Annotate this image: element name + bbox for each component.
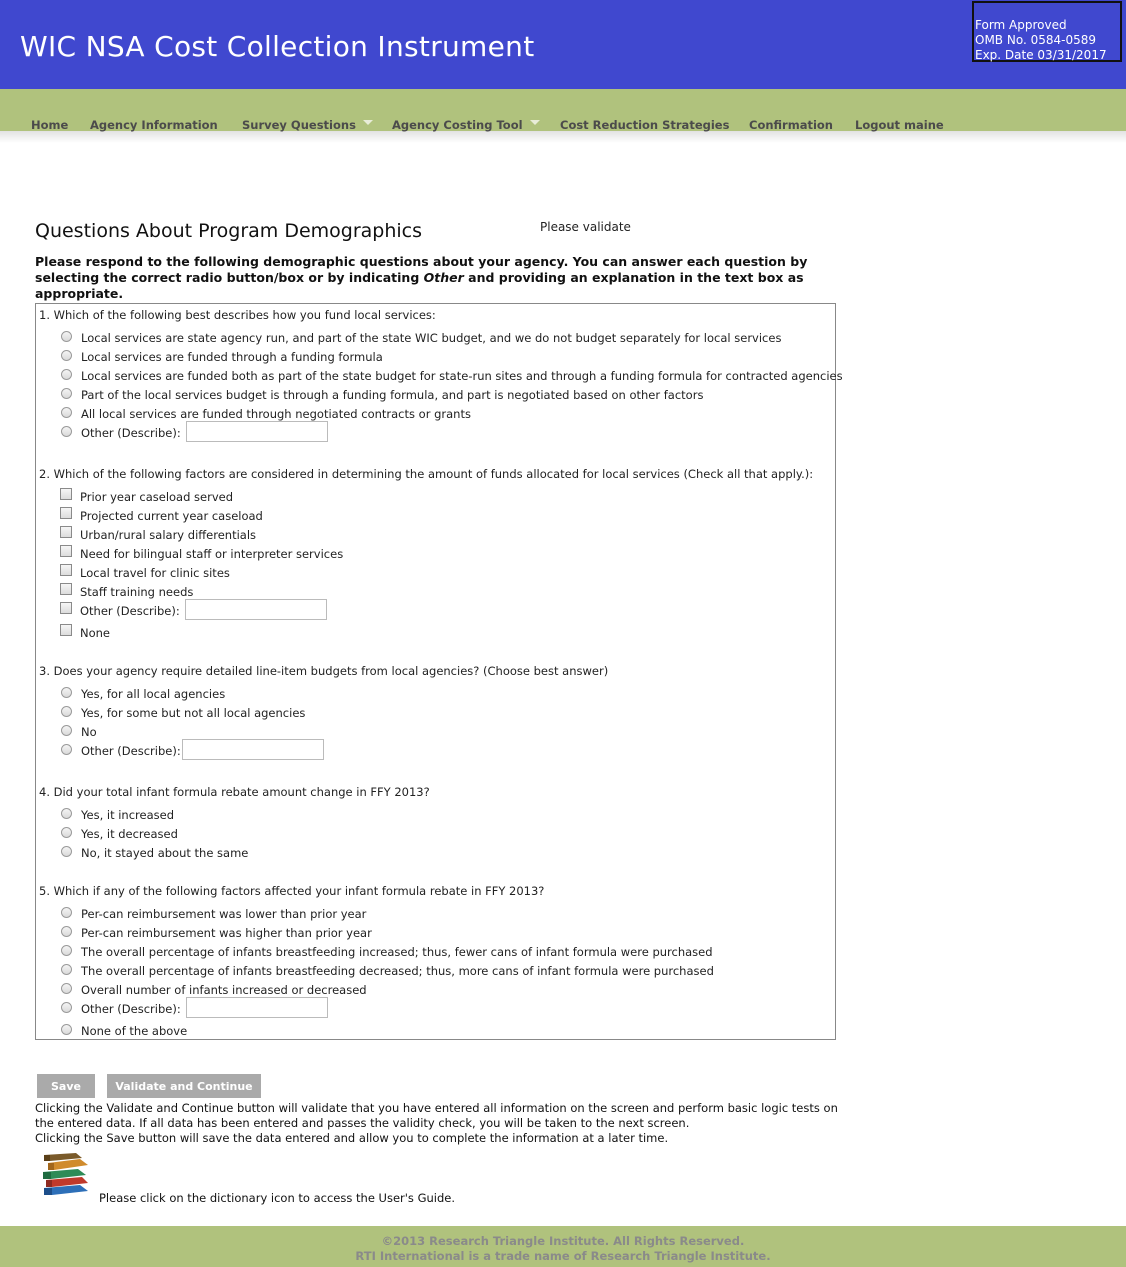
q1-radio[interactable]: [61, 331, 72, 342]
q5-option: None of the above: [81, 1024, 188, 1038]
q4-radio[interactable]: [61, 808, 72, 819]
q1-radio[interactable]: [61, 369, 72, 380]
q2-option: Projected current year caseload: [80, 509, 263, 523]
q2-checkbox[interactable]: [60, 624, 72, 636]
q2-option: Other (Describe):: [80, 604, 180, 618]
nav-confirmation[interactable]: Confirmation: [749, 118, 833, 132]
q3-other-input[interactable]: [182, 739, 324, 760]
q3-option: Yes, for some but not all local agencies: [81, 706, 306, 720]
help-line: the entered data. If all data has been entered and passes the validity check, you will be taken to the next screen.: [35, 1116, 690, 1130]
question-3: 3. Does your agency require detailed line-item budgets from local agencies? (Choose best answer): [39, 664, 609, 678]
q5-option: Per-can reimbursement was higher than prior year: [81, 926, 372, 940]
q2-checkbox[interactable]: [60, 602, 72, 614]
q4-radio[interactable]: [61, 827, 72, 838]
guide-text: Please click on the dictionary icon to access the User's Guide.: [99, 1191, 455, 1205]
q1-radio[interactable]: [61, 407, 72, 418]
q2-checkbox[interactable]: [60, 564, 72, 576]
help-line: Clicking the Save button will save the data entered and allow you to complete the information at a later time.: [35, 1131, 669, 1145]
q1-option: Local services are state agency run, and part of the state WIC budget, and we do not budget separately for local services: [81, 331, 782, 345]
nav-home[interactable]: Home: [31, 118, 69, 132]
q2-checkbox[interactable]: [60, 507, 72, 519]
nav-survey-questions[interactable]: Survey Questions: [242, 118, 356, 132]
q1-option: All local services are funded through negotiated contracts or grants: [81, 407, 471, 421]
q1-option: Local services are funded through a funding formula: [81, 350, 383, 364]
chevron-down-icon[interactable]: [363, 120, 373, 125]
q5-radio[interactable]: [61, 1002, 72, 1013]
q4-option: Yes, it decreased: [81, 827, 178, 841]
chevron-down-icon[interactable]: [530, 120, 540, 125]
validate-continue-button[interactable]: Validate and Continue: [107, 1074, 261, 1098]
q3-option: No: [81, 725, 97, 739]
intro-part: and providing an explanation in the text box as appropriate.: [35, 270, 804, 301]
dictionary-icon[interactable]: [40, 1152, 92, 1200]
q2-option: Local travel for clinic sites: [80, 566, 230, 580]
q2-other-input[interactable]: [185, 599, 327, 620]
q2-option: Urban/rural salary differentials: [80, 528, 257, 542]
intro-text: [35, 254, 835, 302]
q2-option: Need for bilingual staff or interpreter services: [80, 547, 344, 561]
footer-line: RTI International is a trade name of Research Triangle Institute.: [355, 1249, 771, 1263]
q1-option: Local services are funded both as part of the state budget for state-run sites and through a funding formula for contracted agencies: [81, 369, 843, 383]
q5-radio[interactable]: [61, 964, 72, 975]
q2-option: None: [80, 626, 111, 640]
q5-option: Other (Describe):: [81, 1002, 181, 1016]
omb-line: Exp. Date 03/31/2017: [975, 48, 1107, 62]
footer-line: ©2013 Research Triangle Institute. All Rights Reserved.: [381, 1234, 745, 1248]
q5-radio[interactable]: [61, 1024, 72, 1035]
q2-checkbox[interactable]: [60, 545, 72, 557]
nav-agency-costing-tool[interactable]: Agency Costing Tool: [392, 118, 523, 132]
q1-other-input[interactable]: [186, 421, 328, 442]
q5-radio[interactable]: [61, 983, 72, 994]
q1-option: Other (Describe):: [81, 426, 181, 440]
q2-option: Prior year caseload served: [80, 490, 234, 504]
q3-option: Yes, for all local agencies: [81, 687, 226, 701]
q5-option: Overall number of infants increased or decreased: [81, 983, 367, 997]
page-title: Questions About Program Demographics: [35, 220, 423, 242]
omb-notice: [972, 1, 1122, 62]
save-button[interactable]: Save: [37, 1074, 95, 1098]
footer: [0, 1226, 1126, 1267]
nav-logout[interactable]: Logout maine: [855, 118, 944, 132]
question-1: 1. Which of the following best describes how you fund local services:: [39, 308, 436, 322]
q5-radio[interactable]: [61, 907, 72, 918]
question-2: 2. Which of the following factors are considered in determining the amount of funds allocated for local services (Check all that apply.):: [39, 467, 814, 481]
q1-radio[interactable]: [61, 388, 72, 399]
intro-other: Other: [423, 270, 464, 285]
nav-cost-reduction-strategies[interactable]: Cost Reduction Strategies: [560, 118, 730, 132]
app-title: WIC NSA Cost Collection Instrument: [20, 30, 535, 63]
q3-radio[interactable]: [61, 725, 72, 736]
q5-option: The overall percentage of infants breastfeeding decreased; thus, more cans of infant formula were purchased: [81, 964, 714, 978]
q4-option: Yes, it increased: [81, 808, 175, 822]
question-5: 5. Which if any of the following factors affected your infant formula rebate in FFY 2013?: [39, 884, 545, 898]
header-banner: [0, 0, 1126, 89]
validate-note: Please validate: [540, 220, 631, 234]
q1-option: Part of the local services budget is through a funding formula, and part is negotiated based on other factors: [81, 388, 704, 402]
question-4: 4. Did your total infant formula rebate amount change in FFY 2013?: [39, 785, 430, 799]
q2-option: Staff training needs: [80, 585, 194, 599]
q5-radio[interactable]: [61, 945, 72, 956]
help-line: Clicking the Validate and Continue button will validate that you have entered all information on the screen and perform basic logic tests on: [35, 1101, 838, 1115]
nav-agency-information[interactable]: Agency Information: [90, 118, 218, 132]
q1-radio[interactable]: [61, 350, 72, 361]
q2-checkbox[interactable]: [60, 583, 72, 595]
q2-checkbox[interactable]: [60, 488, 72, 500]
omb-line: OMB No. 0584-0589: [975, 33, 1096, 47]
q5-option: The overall percentage of infants breastfeeding increased; thus, fewer cans of infant formula were purchased: [81, 945, 713, 959]
q3-radio[interactable]: [61, 706, 72, 717]
intro-part: Please respond to the following demographic questions about your agency. You can answer each question by selecting the correct radio button/box or by indicating: [35, 254, 808, 285]
q4-radio[interactable]: [61, 846, 72, 857]
q3-option: Other (Describe):: [81, 744, 181, 758]
q2-checkbox[interactable]: [60, 526, 72, 538]
q5-option: Per-can reimbursement was lower than prior year: [81, 907, 367, 921]
q3-radio[interactable]: [61, 687, 72, 698]
omb-line: Form Approved: [975, 18, 1067, 32]
q4-option: No, it stayed about the same: [81, 846, 249, 860]
q5-other-input[interactable]: [186, 997, 328, 1018]
q5-radio[interactable]: [61, 926, 72, 937]
nav-shadow: [0, 131, 1126, 143]
q3-radio[interactable]: [61, 744, 72, 755]
q1-radio[interactable]: [61, 426, 72, 437]
